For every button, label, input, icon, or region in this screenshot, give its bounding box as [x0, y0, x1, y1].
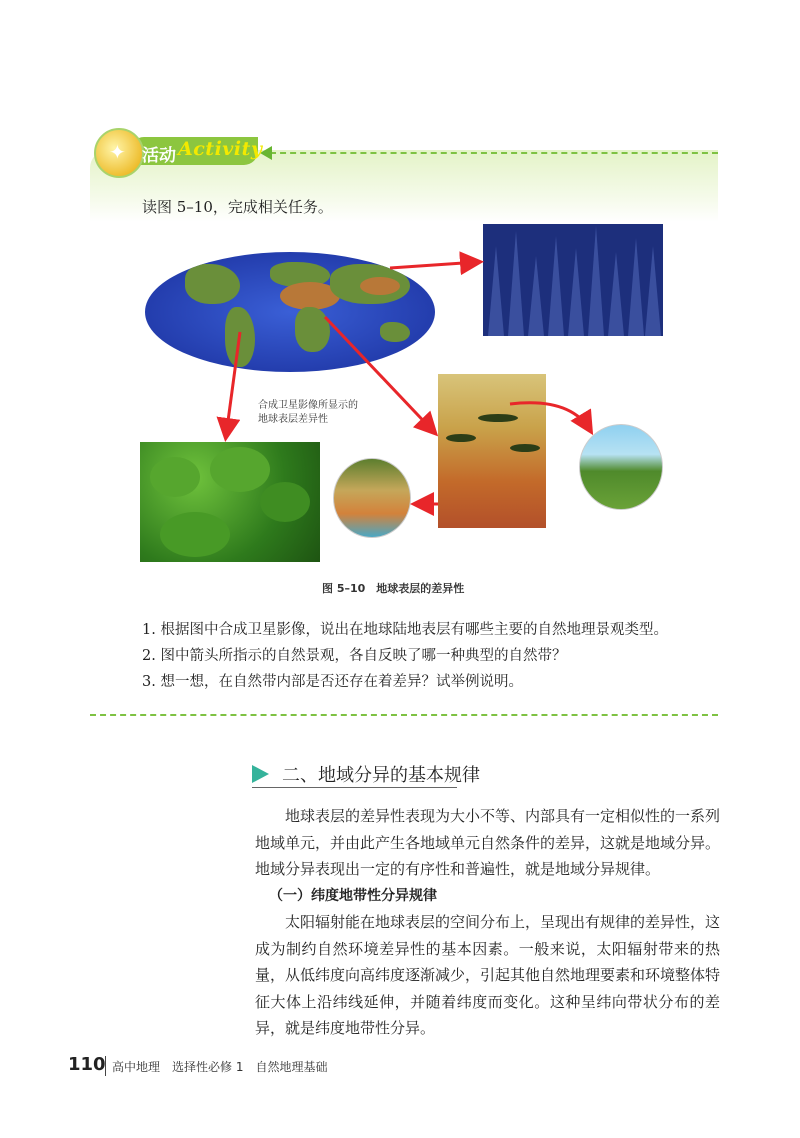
paragraph: 太阳辐射能在地球表层的空间分布上，呈现出有规律的差异性，这成为制约自然环境差异性的基本因素。一般来说，太阳辐射带来的热量，从低纬度向高纬度逐渐减少，引起其他自然地理要素和环境整体特征大体上沿纬线延伸，并随着纬度而变化。这种呈纬向带状分布的差异，就是纬度地带性分异。: [255, 913, 721, 1037]
question-3: 3. 想一想，在自然带内部是否还存在着差异？试举例说明。: [142, 674, 523, 690]
section-heading: [252, 757, 722, 791]
arrow-to-savanna-circle: [510, 403, 590, 430]
arrow-to-taiga: [390, 262, 478, 268]
activity-questions: [142, 617, 668, 695]
section-underline: [252, 787, 457, 788]
page-number: 110: [68, 1054, 106, 1075]
section-body: [255, 803, 720, 1042]
subheading: （一）纬度地带性分异规律: [269, 887, 437, 904]
activity-box: [90, 112, 718, 717]
activity-bottom-dashed-line: [90, 714, 718, 716]
footer-divider: [105, 1056, 106, 1076]
satellite-image-label: 合成卫星影像所显示的 地球表层差异性: [258, 400, 358, 425]
paragraph: 地球表层的差异性表现为大小不等、内部具有一定相似性的一系列地域单元，并由此产生各地域单元自然条件的差异，这就是地域分异。地域分异表现出一定的有序性和普遍性，就是地域分异规律。: [255, 807, 721, 878]
section-title: 二、地域分异的基本规律: [282, 765, 480, 786]
question-2: 2. 图中箭头所指示的自然景观，各自反映了哪一种典型的自然带？: [142, 648, 567, 664]
book-title: 高中地理 选择性必修 1 自然地理基础: [112, 1060, 328, 1074]
bird-icon: ✦: [109, 140, 126, 164]
activity-instruction: 读图 5–10，完成相关任务。: [142, 198, 333, 216]
question-1: 1. 根据图中合成卫星影像，说出在地球陆地表层有哪些主要的自然地理景观类型。: [142, 622, 668, 638]
figure-caption: 图 5–10 地球表层的差异性: [322, 582, 465, 595]
activity-label-zh: 活动: [142, 146, 176, 166]
arrow-to-rainforest: [226, 332, 240, 436]
section-triangle-icon: [252, 765, 269, 783]
figure-arrows: [90, 112, 718, 612]
activity-label-en: Activity: [178, 138, 263, 160]
